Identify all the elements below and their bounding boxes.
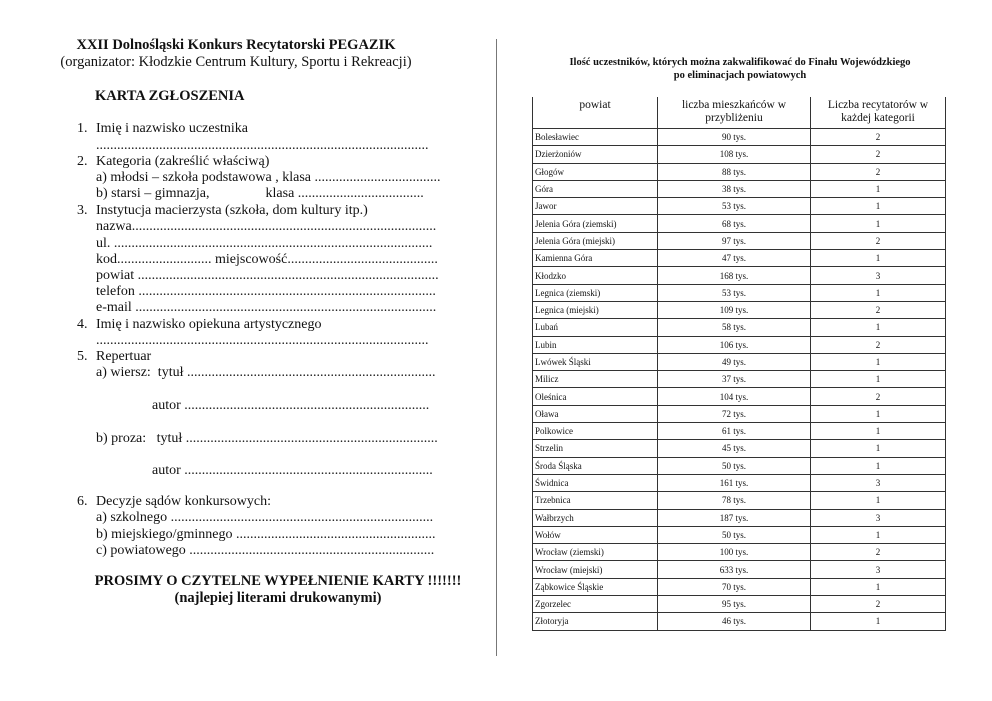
district-cell: Lubin <box>533 336 658 353</box>
form-item-label: Decyzje sądów konkursowych: <box>96 494 271 509</box>
reciters-cell: 1 <box>811 440 946 457</box>
form-section-title: KARTA ZGŁOSZENIA <box>95 88 245 104</box>
population-cell: 187 tys. <box>658 509 811 526</box>
district-cell: Jelenia Góra (miejski) <box>533 232 658 249</box>
reciters-cell: 1 <box>811 423 946 440</box>
district-cell: Wrocław (miejski) <box>533 561 658 578</box>
district-cell: Legnica (miejski) <box>533 301 658 318</box>
district-cell: Wałbrzych <box>533 509 658 526</box>
district-cell: Oława <box>533 405 658 422</box>
reciters-cell: 2 <box>811 301 946 318</box>
form-fill-line: b) starsi – gimnazja, klasa .................................... <box>96 186 424 201</box>
reciters-cell: 1 <box>811 526 946 543</box>
table-row <box>533 232 946 249</box>
table-row <box>533 129 946 146</box>
population-cell: 104 tys. <box>658 388 811 405</box>
district-cell: Wrocław (ziemski) <box>533 544 658 561</box>
header-reciters: Liczba recytatorów w każdej kategorii <box>811 97 946 129</box>
table-row <box>533 440 946 457</box>
reciters-cell: 2 <box>811 163 946 180</box>
reciters-cell: 1 <box>811 250 946 267</box>
form-item-label: Imię i nazwisko uczestnika <box>96 121 249 136</box>
table-title: Ilość uczestników, których można zakwalifikować do Finału Wojewódzkiego <box>569 57 911 68</box>
table-row <box>533 353 946 370</box>
population-cell: 168 tys. <box>658 267 811 284</box>
reciters-cell: 2 <box>811 232 946 249</box>
form-item-label: Imię i nazwisko opiekuna artystycznego <box>96 317 322 332</box>
table-row <box>533 319 946 336</box>
table-row <box>533 544 946 561</box>
item-number: 6. <box>77 494 88 509</box>
reciters-cell: 1 <box>811 492 946 509</box>
reciters-cell: 1 <box>811 198 946 215</box>
district-cell: Oleśnica <box>533 388 658 405</box>
table-row <box>533 198 946 215</box>
table-row <box>533 163 946 180</box>
district-cell: Strzelin <box>533 440 658 457</box>
district-cell: Bolesławiec <box>533 129 658 146</box>
table-row <box>533 526 946 543</box>
population-cell: 633 tys. <box>658 561 811 578</box>
header-district: powiat <box>533 97 658 129</box>
district-cell: Wołów <box>533 526 658 543</box>
population-cell: 106 tys. <box>658 336 811 353</box>
reciters-cell: 3 <box>811 267 946 284</box>
table-row <box>533 457 946 474</box>
table-row <box>533 336 946 353</box>
form-fill-line: telefon ..................................................................................... <box>96 284 436 299</box>
reciters-cell: 1 <box>811 613 946 630</box>
form-fill-line: b) proza: tytuł ........................................................................ <box>96 431 438 446</box>
district-cell: Głogów <box>533 163 658 180</box>
population-cell: 97 tys. <box>658 232 811 249</box>
table-header-row <box>533 97 946 129</box>
table-row <box>533 509 946 526</box>
population-cell: 61 tys. <box>658 423 811 440</box>
application-form <box>0 0 480 701</box>
population-cell: 58 tys. <box>658 319 811 336</box>
reciters-cell: 1 <box>811 457 946 474</box>
population-cell: 50 tys. <box>658 526 811 543</box>
form-fill-line: ul. ........................................................................................... <box>96 236 433 251</box>
population-cell: 88 tys. <box>658 163 811 180</box>
contest-title: XXII Dolnośląski Konkurs Recytatorski PEGAZIK <box>76 37 396 53</box>
table-row <box>533 474 946 491</box>
reciters-cell: 2 <box>811 146 946 163</box>
table-subtitle: po eliminacjach powiatowych <box>673 70 807 81</box>
page-divider <box>496 39 497 656</box>
table-row <box>533 301 946 318</box>
table-row <box>533 561 946 578</box>
reciters-cell: 3 <box>811 474 946 491</box>
table-row <box>533 423 946 440</box>
reciters-cell: 1 <box>811 215 946 232</box>
item-number: 2. <box>77 154 88 169</box>
table-row <box>533 180 946 197</box>
table-row <box>533 146 946 163</box>
item-number: 3. <box>77 203 88 218</box>
district-cell: Ząbkowice Śląskie <box>533 578 658 595</box>
population-cell: 50 tys. <box>658 457 811 474</box>
population-cell: 49 tys. <box>658 353 811 370</box>
population-cell: 46 tys. <box>658 613 811 630</box>
form-fill-line: b) miejskiego/gminnego ......................................................... <box>96 527 436 542</box>
population-cell: 45 tys. <box>658 440 811 457</box>
closing-request: PROSIMY O CZYTELNE WYPEŁNIENIE KARTY !!!!!!! <box>94 573 462 589</box>
population-cell: 70 tys. <box>658 578 811 595</box>
form-fill-line: nazwa....................................................................................... <box>96 219 437 234</box>
population-cell: 38 tys. <box>658 180 811 197</box>
table-row <box>533 596 946 613</box>
reciters-cell: 2 <box>811 388 946 405</box>
table-body <box>533 129 946 631</box>
item-number: 1. <box>77 121 88 136</box>
district-cell: Lubań <box>533 319 658 336</box>
form-fill-line: a) szkolnego ........................................................................... <box>96 510 434 525</box>
form-fill-line: ............................................................................................... <box>96 333 429 348</box>
district-cell: Kłodzko <box>533 267 658 284</box>
population-cell: 78 tys. <box>658 492 811 509</box>
population-cell: 53 tys. <box>658 284 811 301</box>
reciters-cell: 1 <box>811 284 946 301</box>
form-fill-line: autor ....................................................................... <box>96 463 433 478</box>
form-fill-line: autor ...................................................................... <box>96 398 430 413</box>
table-row <box>533 405 946 422</box>
population-cell: 108 tys. <box>658 146 811 163</box>
district-cell: Jawor <box>533 198 658 215</box>
reciters-cell: 1 <box>811 319 946 336</box>
reciters-cell: 1 <box>811 353 946 370</box>
population-cell: 161 tys. <box>658 474 811 491</box>
form-fill-line: a) młodsi – szkoła podstawowa , klasa .................................... <box>96 170 441 185</box>
table-row <box>533 284 946 301</box>
reciters-cell: 1 <box>811 371 946 388</box>
table-row <box>533 613 946 630</box>
population-cell: 72 tys. <box>658 405 811 422</box>
district-cell: Legnica (ziemski) <box>533 284 658 301</box>
population-cell: 37 tys. <box>658 371 811 388</box>
district-cell: Jelenia Góra (ziemski) <box>533 215 658 232</box>
population-cell: 109 tys. <box>658 301 811 318</box>
item-number: 5. <box>77 349 88 364</box>
table-row <box>533 267 946 284</box>
district-cell: Środa Śląska <box>533 457 658 474</box>
table-row <box>533 250 946 267</box>
reciters-cell: 1 <box>811 180 946 197</box>
district-cell: Kamienna Góra <box>533 250 658 267</box>
form-item-label: Repertuar <box>96 349 152 364</box>
form-fill-line: e-mail ...................................................................................... <box>96 300 437 315</box>
population-cell: 47 tys. <box>658 250 811 267</box>
form-item-label: Kategoria (zakreślić właściwą) <box>96 154 270 169</box>
table-row <box>533 492 946 509</box>
population-cell: 100 tys. <box>658 544 811 561</box>
population-cell: 95 tys. <box>658 596 811 613</box>
district-cell: Lwówek Śląski <box>533 353 658 370</box>
table-row <box>533 578 946 595</box>
reciters-cell: 1 <box>811 405 946 422</box>
population-cell: 68 tys. <box>658 215 811 232</box>
population-cell: 53 tys. <box>658 198 811 215</box>
district-cell: Złotoryja <box>533 613 658 630</box>
item-number: 4. <box>77 317 88 332</box>
district-cell: Góra <box>533 180 658 197</box>
district-cell: Polkowice <box>533 423 658 440</box>
reciters-cell: 2 <box>811 544 946 561</box>
table-row <box>533 215 946 232</box>
form-fill-line: c) powiatowego ...................................................................... <box>96 543 435 558</box>
district-cell: Milicz <box>533 371 658 388</box>
reciters-cell: 2 <box>811 596 946 613</box>
districts-table <box>532 97 946 631</box>
header-population: liczba mieszkańców w przybliżeniu <box>658 97 811 129</box>
form-fill-line: ............................................................................................... <box>96 138 429 153</box>
table-row <box>533 388 946 405</box>
table-row <box>533 371 946 388</box>
form-fill-line: kod........................... miejscowość........................................... <box>96 252 438 267</box>
closing-note: (najlepiej literami drukowanymi) <box>174 590 382 606</box>
district-cell: Trzebnica <box>533 492 658 509</box>
district-cell: Zgorzelec <box>533 596 658 613</box>
reciters-cell: 3 <box>811 561 946 578</box>
form-fill-line: a) wiersz: tytuł ....................................................................... <box>96 365 436 380</box>
organizer-line: (organizator: Kłodzkie Centrum Kultury, Sportu i Rekreacji) <box>60 54 412 70</box>
form-fill-line: powiat ...................................................................................... <box>96 268 439 283</box>
reciters-cell: 2 <box>811 129 946 146</box>
district-cell: Świdnica <box>533 474 658 491</box>
population-cell: 90 tys. <box>658 129 811 146</box>
district-cell: Dzierżoniów <box>533 146 658 163</box>
form-item-label: Instytucja macierzysta (szkoła, dom kultury itp.) <box>96 203 368 218</box>
reciters-cell: 2 <box>811 336 946 353</box>
reciters-cell: 3 <box>811 509 946 526</box>
reciters-cell: 1 <box>811 578 946 595</box>
